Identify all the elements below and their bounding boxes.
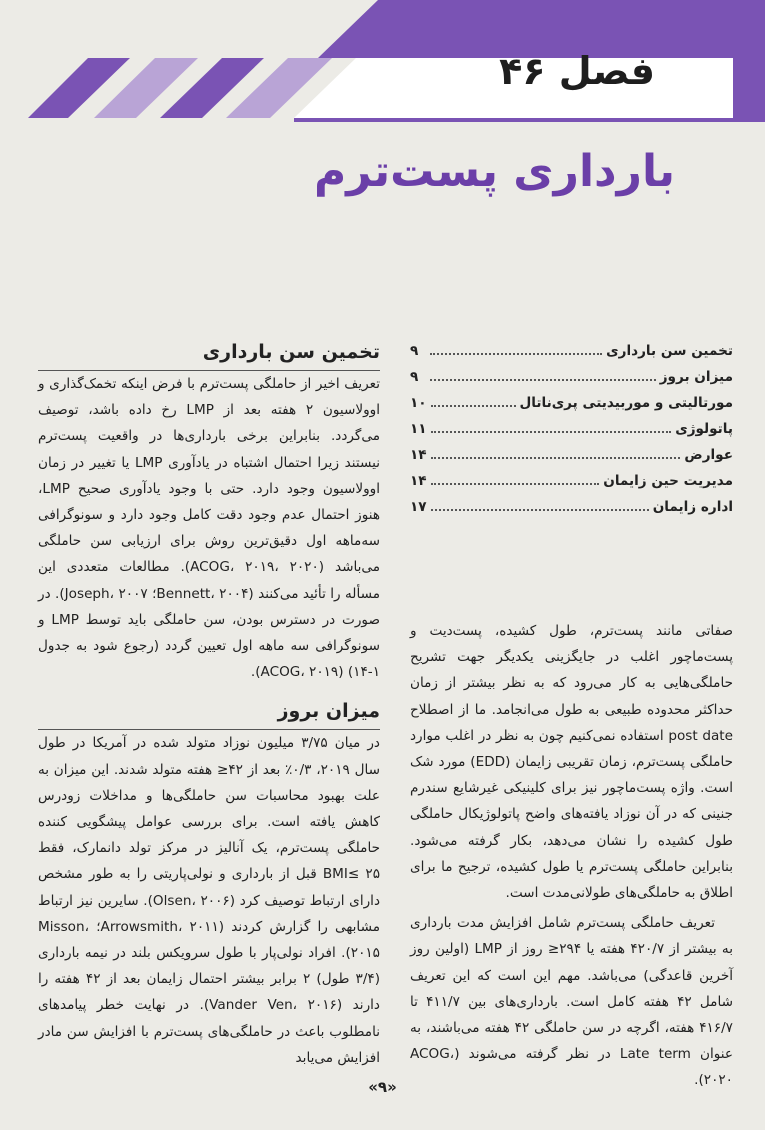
outline-leader xyxy=(430,353,602,355)
outline-label: پاتولوژی xyxy=(675,421,733,437)
chapter-intro xyxy=(410,618,733,1094)
outline-page: ۹ xyxy=(410,343,419,359)
outline-leader xyxy=(430,379,656,381)
outline-page: ۱۷ xyxy=(410,499,427,515)
intro-paragraph: تعریف حاملگی پست‌ترم شامل افزایش مدت بارداری به بیشتر از ۴۲۰/۷ هفته یا ۲۹۴≤ روز از LMP (اولین روز آخرین قاعدگی) می‌باشد. مهم این است که این تعریف شامل ۴۲ هفته کامل است. بارداری‌های بین ۴۱۱/۷ تا ۴۱۶/۷ هفته، اگرچه در سن حاملگی ۴۲ هفته می‌باشند، به عنوان Late term در نظر گرفته می‌شوند (ACOG، ۲۰۲۰). xyxy=(410,915,734,1089)
chapter-title: بارداری پست‌ترم xyxy=(313,146,675,197)
outline-label: میزان بروز xyxy=(659,369,733,385)
section-body-gestational-age: تعریف اخیر از حاملگی پست‌ترم با فرض اینکه تخمک‌گذاری و اوولاسیون ۲ هفته بعد از LMP رخ داده باشد، توصیف می‌گردد. بنابراین برخی بارداری‌ها در واقعیت پست‌ترم نیستند زیرا احتمال اشتباه در یادآوری LMP یا تغییر در زمان اوولاسیون وجود دارد. حتی با وجود یادآوری صحیح LMP، هنوز احتمال عدم وجود دقت کامل وجود دارد و سونوگرافی سه‌ماهه اول دقیق‌ترین روش برای ارزیابی سن حاملگی می‌باشد (ACOG، ۲۰۱۹، ۲۰۲۰). مطالعات متعددی این مسأله را تأئید می‌کنند (Bennett، ۲۰۰۴؛ Joseph، ۲۰۰۷). در صورت در دسترس بودن، سن حاملگی باید توسط LMP و سونوگرافی سه ماهه اول تعیین گردد (رجوع شود به جدول ۱-۱۴) (ACOG، ۲۰۱۹). xyxy=(38,376,381,681)
outline-item xyxy=(410,364,733,390)
outline-page: ۱۰ xyxy=(410,395,427,411)
chapter-label: فصل ۴۶ xyxy=(499,49,655,93)
page-number: «۹» xyxy=(368,1078,397,1096)
outline-item xyxy=(410,416,733,442)
outline-label: مورتالیتی و موربیدیتی پری‌ناتال xyxy=(519,395,733,411)
right-column xyxy=(410,338,733,1094)
outline-leader xyxy=(431,457,681,459)
intro-paragraph: صفاتی مانند پست‌ترم، طول کشیده، پست‌دیت و پست‌ماچور اغلب در جایگزینی یکدیگر جهت تشریح حاملگی‌هایی به کار می‌رود که به نظر بیشتر از زمان حداکثر محدوده طبیعی به طول می‌انجامد. ما از اصطلاح post date استفاده نمی‌کنیم چون به نظر در اغلب موارد حاملگی پست‌ترم، زمان تقریبی زایمان (EDD) مورد شک است. واژه پست‌ماچور نیز برای کلینیکی غیرشایع سندرم جنینی که در آن نوزاد یافته‌های واضح پاتولوژیکال حاملگی طول کشیده را نشان می‌دهد، بکار گرفته می‌شود. بنابراین حاملگی پست‌ترم یا طول کشیده، ترجیح ما برای اطلاق به حاملگی‌های طولانی‌مدت است. xyxy=(410,623,733,902)
left-column xyxy=(38,338,380,1071)
outline-label: تخمین سن بارداری xyxy=(606,343,733,359)
outline-item xyxy=(410,390,733,416)
outline-label: مدیریت حین زایمان xyxy=(603,473,733,489)
outline-page: ۱۱ xyxy=(410,421,427,437)
chapter-outline xyxy=(410,338,733,520)
section-heading-incidence: میزان بروز xyxy=(38,697,380,730)
outline-item xyxy=(410,442,733,468)
section-body-incidence: در میان ۳/۷۵ میلیون نوزاد متولد شده در آمریکا در طول سال ۲۰۱۹، ۰/۳٪ بعد از ۴۲≤ هفته متولد شدند. این میزان به علت بهبود محاسبات سن حاملگی‌ها و مداخلات زودرس کاهش یافته است. برای بررسی عوامل پیشگویی کننده حاملگی پست‌ترم، یک آنالیز در مرکز تولد دانمارک، فقط BMI≤ ۲۵ قبل از بارداری و نولی‌پاریتی را به طور مشخص دارای ارتباط توصیف کرد (Olsen، ۲۰۰۶). سایرین نیز ارتباط مشابهی را گزارش کردند (Arrowsmith، ۲۰۱۱؛ Misson، ۲۰۱۵). افراد نولی‌پار با طول سرویکس بلند در نیمه بارداری (۳/۴ طول) ۲ برابر بیشتر احتمال زایمان بعد از ۴۲ هفته را دارند (Vander Ven، ۲۰۱۶). در نهایت خطر پیامدهای نامطلوب باعث در حاملگی‌های پست‌ترم با افزایش سن مادر افزایش می‌یابد xyxy=(38,735,381,1066)
outline-leader xyxy=(431,483,600,485)
outline-label: عوارض xyxy=(684,447,733,463)
outline-item xyxy=(410,468,733,494)
banner-underline xyxy=(294,118,765,122)
outline-item xyxy=(410,494,733,520)
outline-page: ۱۴ xyxy=(410,447,427,463)
outline-item xyxy=(410,338,733,364)
section-heading-gestational-age: تخمین سن بارداری xyxy=(38,338,380,371)
outline-label: اداره زایمان xyxy=(652,499,733,515)
outline-page: ۱۴ xyxy=(410,473,427,489)
outline-leader xyxy=(431,405,516,407)
outline-leader xyxy=(431,431,672,433)
outline-leader xyxy=(431,509,649,511)
outline-page: ۹ xyxy=(410,369,419,385)
banner-stripe xyxy=(733,58,765,118)
